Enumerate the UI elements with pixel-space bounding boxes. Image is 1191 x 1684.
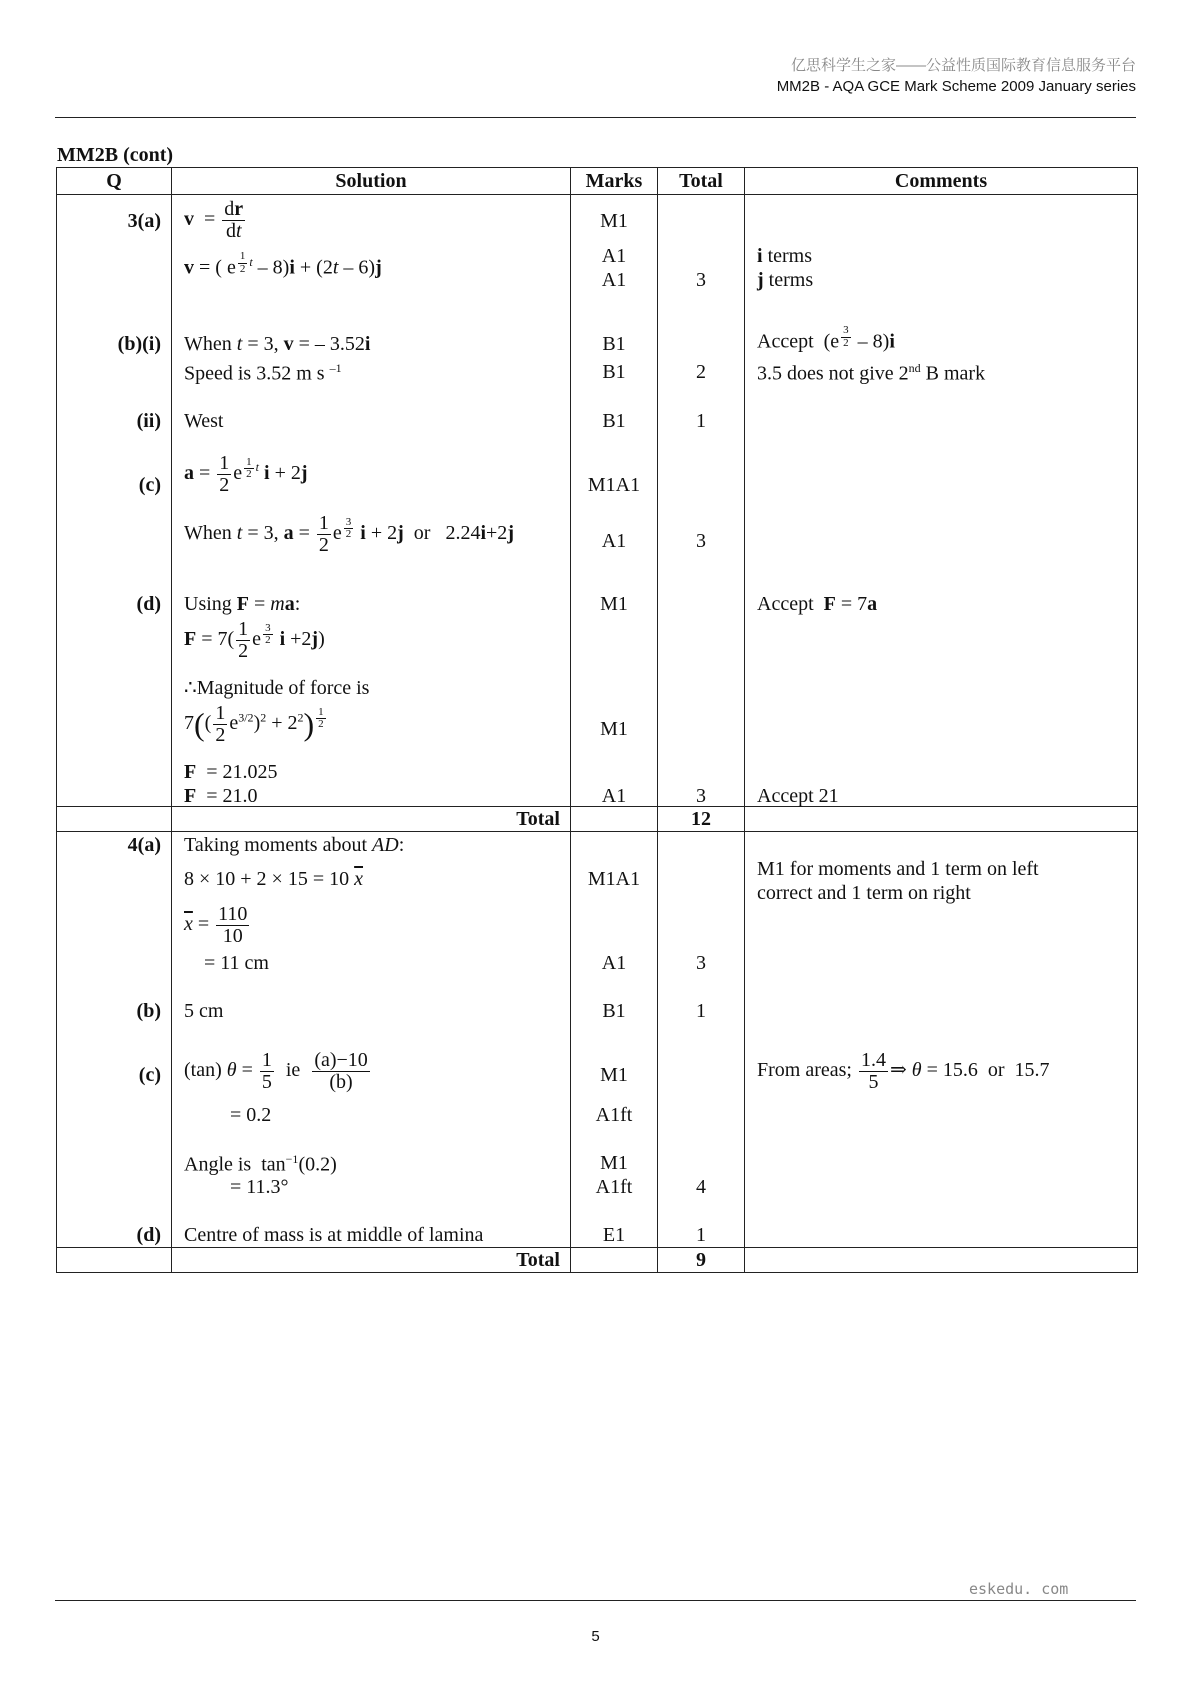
q3bi-t2: 2	[696, 361, 706, 383]
q3-total-label: Total	[172, 807, 571, 832]
q3-q-cell	[57, 195, 172, 807]
q4b-m: B1	[602, 1000, 626, 1022]
q3c-m1: M1A1	[587, 474, 641, 496]
q4a-sol4: = 11 cm	[204, 952, 269, 974]
q3bi-sol2: Speed is 3.52 m s $^{-1}$	[184, 361, 342, 385]
q3d-sol1: Using F = ma:	[184, 593, 301, 615]
q4c-m1: M1	[600, 1064, 628, 1086]
q4c-sol2: = 0.2	[230, 1104, 272, 1126]
q4d-t: 1	[696, 1224, 706, 1246]
header-rule	[55, 117, 1136, 118]
q3a-m1: M1	[600, 210, 628, 232]
col-comments: Comments	[745, 168, 1138, 195]
q3-total-value: 12	[658, 807, 745, 832]
footer-rule	[55, 1600, 1136, 1601]
q4a-m4: A1	[601, 952, 627, 974]
q4b-label: (b)	[136, 1000, 161, 1022]
q4d-m: E1	[602, 1224, 626, 1246]
q3c-sol1: a = $\frac{1}{2}$ e $^{\frac{1}{2} t}$ i + 2j	[184, 452, 308, 496]
q3c-label: (c)	[138, 474, 161, 496]
q3bi-label: (b)(i)	[117, 333, 161, 355]
q3bii-t: 1	[696, 410, 706, 432]
q4d-label: (d)	[136, 1224, 161, 1246]
q3-total-cell	[658, 195, 745, 807]
q4-total-value: 9	[658, 1248, 745, 1273]
q4a-t4: 3	[696, 952, 706, 974]
q4b-t: 1	[696, 1000, 706, 1022]
q3-block	[57, 195, 1138, 807]
q3bii-m: B1	[602, 410, 626, 432]
q4-solution-cell	[172, 832, 571, 1248]
q3a-t3: 3	[696, 269, 706, 291]
q3a-m2: A1	[601, 245, 627, 267]
q3a-c2: i terms	[757, 245, 812, 267]
q4-total-label: Total	[172, 1248, 571, 1273]
q3d-sol4: 7(( $\frac{1}{2}$ $e^{3/2})^2 + 2^2$) $^{\frac{1}{2}}$	[184, 702, 324, 746]
mark-scheme-table	[56, 167, 1138, 1273]
q4a-sol1: Taking moments about AD:	[184, 834, 405, 856]
footer-site: eskedu. com	[969, 1580, 1069, 1598]
q4c-sol1: (tan) θ = $\frac{1}{5}$ ie $\frac{(a)-10}{(b)}$	[184, 1049, 368, 1093]
col-solution: Solution	[172, 168, 571, 195]
q4c-sol4: = 11.3°	[230, 1176, 289, 1198]
q3d-sol3: ∴Magnitude of force is	[184, 677, 370, 699]
q4-comments-cell	[745, 832, 1138, 1248]
q3d-c1: Accept F = 7a	[757, 593, 878, 615]
q3-total-row	[57, 807, 1138, 832]
header-title: MM2B - AQA GCE Mark Scheme 2009 January series	[776, 78, 1136, 95]
q3c-t2: 3	[696, 530, 706, 552]
q3bi-m1: B1	[602, 333, 626, 355]
q3bi-c2: 3.5 does not give 2nd B mark	[757, 361, 986, 385]
q3bii-label: (ii)	[136, 410, 161, 432]
q4-marks-cell	[571, 832, 658, 1248]
q3d-m4: M1	[600, 718, 628, 740]
q4c-sol3: Angle is $\tan^{-1}(0.2)$	[184, 1152, 337, 1176]
q3-solution-cell	[172, 195, 571, 807]
q4-block	[57, 832, 1138, 1248]
q4c-t4: 4	[696, 1176, 706, 1198]
q3d-sol5: F = 21.025	[184, 761, 278, 783]
q3a-sol1: v = $\frac{dr}{dt}$	[184, 198, 244, 242]
section-subtitle: MM2B (cont)	[57, 144, 174, 166]
q4c-m3: M1	[600, 1152, 628, 1174]
q4d-sol: Centre of mass is at middle of lamina	[184, 1224, 484, 1246]
q4a-c2b: correct and 1 term on right	[757, 882, 971, 904]
q3d-sol2: F = 7( $\frac{1}{2}$ e $^{\frac{3}{2}}$ i +2j)	[184, 618, 325, 662]
q4-total-cell	[658, 832, 745, 1248]
q4-total-row	[57, 1248, 1138, 1273]
q3a-c3: j terms	[757, 269, 814, 291]
q3bi-c1: Accept (e $^{\frac{3}{2}}$ – 8)i	[757, 324, 895, 353]
col-total: Total	[658, 168, 745, 195]
q3a-sol2: v = ( e $^{\frac{1}{2} t}$ – 8)i + (2t – 6)j	[184, 250, 382, 279]
col-q: Q	[57, 168, 172, 195]
q4c-label: (c)	[138, 1064, 161, 1086]
page-number: 5	[591, 1628, 600, 1645]
q3d-t6: 3	[696, 785, 706, 807]
q3d-c6: Accept 21	[757, 785, 839, 807]
q4a-label: 4(a)	[127, 834, 161, 856]
q4a-c2a: M1 for moments and 1 term on left	[757, 858, 1039, 880]
q4a-sol3: $\overline{x}$ = $\frac{110}{10}$	[184, 903, 248, 947]
q4c-c1: From areas; $\frac{1.4}{5}$ ⇒ θ = 15.6 or 15.7	[757, 1049, 1050, 1093]
q3d-m1: M1	[600, 593, 628, 615]
q4b-sol: 5 cm	[184, 1000, 224, 1022]
q4a-m2: M1A1	[587, 868, 641, 890]
q4-q-cell	[57, 832, 172, 1248]
q4c-m4: A1ft	[595, 1176, 633, 1198]
q3d-sol6: F = 21.0	[184, 785, 258, 807]
q3bii-sol: West	[184, 410, 224, 432]
q3-marks-cell	[571, 195, 658, 807]
q3a-label: 3(a)	[127, 210, 161, 232]
q3-comments-cell	[745, 195, 1138, 807]
col-marks: Marks	[571, 168, 658, 195]
q4c-m2: A1ft	[595, 1104, 633, 1126]
q3c-sol2: When t = 3, a = $\frac{1}{2}$ e $^{\frac{3}{2}}$ i + 2j or 2.24i+2j	[184, 512, 514, 556]
q3c-m2: A1	[601, 530, 627, 552]
q3bi-m2: B1	[602, 361, 626, 383]
q4a-sol2: 8 × 10 + 2 × 15 = 10 $\overline{x}$	[184, 868, 364, 890]
header-site: 亿思科学生之家——公益性质国际教育信息服务平台	[790, 57, 1136, 74]
q3d-label: (d)	[136, 593, 161, 615]
q3a-m3: A1	[601, 269, 627, 291]
q3d-m6: A1	[601, 785, 627, 807]
q3bi-sol1: When t = 3, v = – 3.52i	[184, 333, 371, 355]
